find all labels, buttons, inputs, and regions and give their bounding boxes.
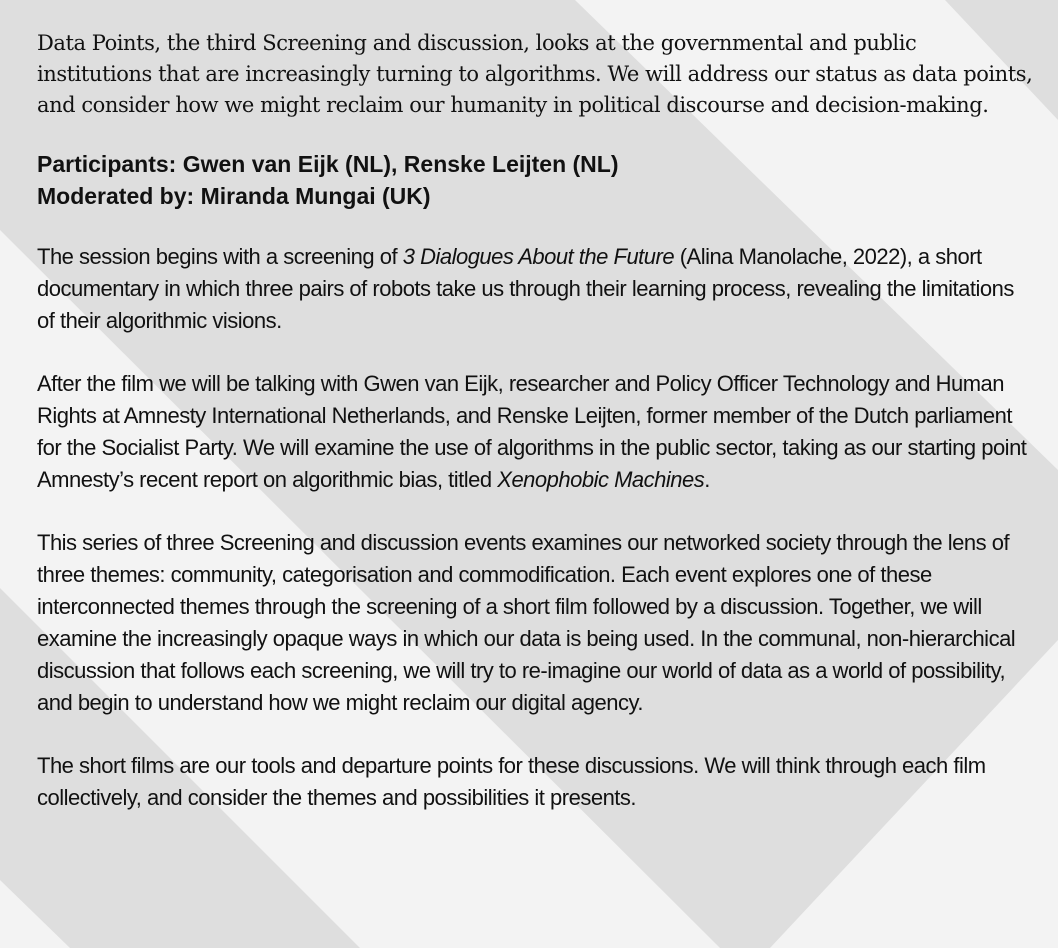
- series-paragraph: This series of three Screening and discussion events examines our networked society through the lens of three themes: community, categorisation and commodification. Each event explores one of these interconnected themes through the screening of a short film followed by a discussion. Together, we will examine the increasingly opaque ways in which our data is being used. In the communal, non-hierarchical discussion that follows each screening, we will try to re-imagine our world of data as a world of possibility, and begin to understand how we might reclaim our digital agency.: [37, 530, 1016, 715]
- intro-paragraph: Data Points, the third Screening and discussion, looks at the governmental and public institutions that are increasingly turning to algorithms. We will address our status as data points, and consider how we might reclaim our humanity in political discourse and decision-making.: [37, 31, 1033, 117]
- report-title: Xenophobic Machines: [497, 467, 705, 492]
- event-credits: [37, 148, 1036, 212]
- after-film-text-end: .: [704, 467, 710, 492]
- moderator-line: Moderated by: Miranda Mungai (UK): [37, 183, 431, 209]
- participants-line: Participants: Gwen van Eijk (NL), Renske Leijten (NL): [37, 151, 619, 177]
- session-paragraph: [37, 241, 1036, 337]
- session-text-end: (Alina Manolache, 2022), a short documentary in which three pairs of robots take us through their learning process, revealing the limitations of their algorithmic visions.: [37, 244, 1014, 333]
- after-film-text-start: After the film we will be talking with Gwen van Eijk, researcher and Policy Officer Technology and Human Rights at Amnesty International Netherlands, and Renske Leijten, former member of the Dutch parliament for the Socialist Party. We will examine the use of algorithms in the public sector, taking as our starting point Amnesty’s recent report on algorithmic bias, titled: [37, 371, 1027, 492]
- film-title: 3 Dialogues About the Future: [402, 244, 675, 269]
- after-film-paragraph: [37, 368, 1036, 496]
- session-text-start: The session begins with a screening of: [37, 244, 403, 269]
- short-films-paragraph: The short films are our tools and departure points for these discussions. We will think through each film collectively, and consider the themes and possibilities it presents.: [37, 753, 986, 810]
